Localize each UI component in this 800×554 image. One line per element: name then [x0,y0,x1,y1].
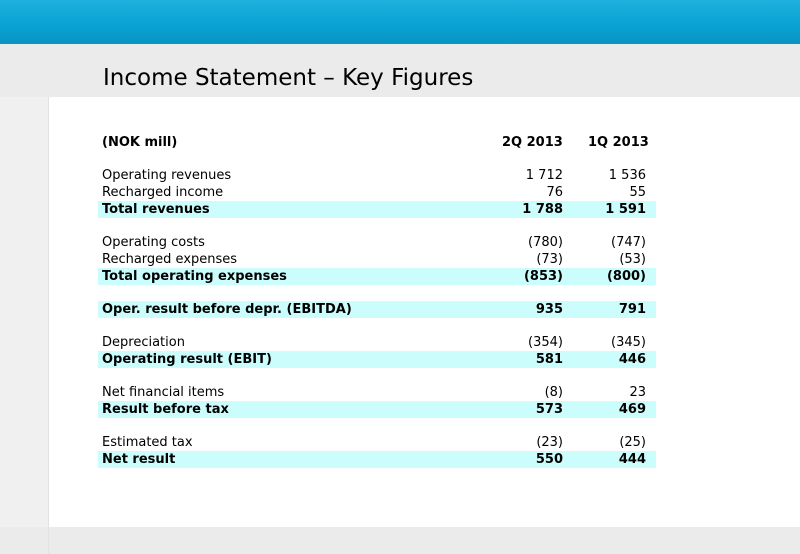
row-label: Operating result (EBIT) [102,352,272,367]
row-value-2q: 935 [535,302,563,317]
row-label: Recharged expenses [102,252,238,267]
row-label: Total operating expenses [102,269,287,284]
row-value-1q: 55 [629,185,646,200]
row-value-2q: 581 [535,352,563,367]
table-row [98,384,656,401]
table-row [98,167,656,184]
table-row [98,434,656,451]
row-value-1q: 1 591 [605,202,646,217]
table-row-total-revenues [98,201,656,218]
table-row-result-before-tax [98,401,656,418]
table-row [98,184,656,201]
header-band [0,0,800,44]
row-value-2q: 573 [535,402,563,417]
table-row [98,234,656,251]
row-value-2q: 76 [546,185,563,200]
footer-divider [48,527,49,554]
row-value-1q: 469 [618,402,646,417]
row-label: Oper. result before depr. (EBITDA) [102,302,352,317]
table-row-ebit [98,351,656,368]
row-value-2q: (780) [528,235,563,250]
page-title: Income Statement – Key Figures [103,65,474,91]
row-label: Estimated tax [102,435,193,450]
table-header-row [98,134,656,151]
table-row-net-result [98,451,656,468]
row-label: Operating revenues [102,168,232,183]
row-value-2q: (8) [544,385,563,400]
row-value-2q: (73) [536,252,563,267]
row-value-2q: 1 712 [525,168,563,183]
row-value-1q: (747) [611,235,646,250]
row-value-2q: (23) [536,435,563,450]
row-value-1q: 1 536 [608,168,646,183]
row-value-1q: 444 [618,452,646,467]
row-value-1q: (345) [611,335,646,350]
row-label: Result before tax [102,402,229,417]
row-value-1q: 23 [629,385,646,400]
row-value-1q: 446 [618,352,646,367]
table-row-ebitda [98,301,656,318]
row-value-1q: 791 [618,302,646,317]
unit-label: (NOK mill) [102,135,178,150]
footer-band [0,527,800,554]
row-value-1q: (800) [606,269,646,284]
row-value-2q: (853) [523,269,563,284]
table-row [98,334,656,351]
row-value-1q: (53) [619,252,646,267]
row-label: Operating costs [102,235,205,250]
row-label: Recharged income [102,185,224,200]
column-header-2q-2013: 2Q 2013 [502,135,563,150]
row-label: Net result [102,452,176,467]
table-row-total-operating-expenses [98,268,656,285]
left-margin-strip [0,97,49,527]
row-value-2q: (354) [528,335,563,350]
row-value-2q: 550 [535,452,563,467]
table-row [98,251,656,268]
row-label: Total revenues [102,202,210,217]
row-value-2q: 1 788 [522,202,563,217]
row-label: Depreciation [102,335,185,350]
row-label: Net financial items [102,385,225,400]
column-header-1q-2013: 1Q 2013 [588,135,649,150]
row-value-1q: (25) [619,435,646,450]
